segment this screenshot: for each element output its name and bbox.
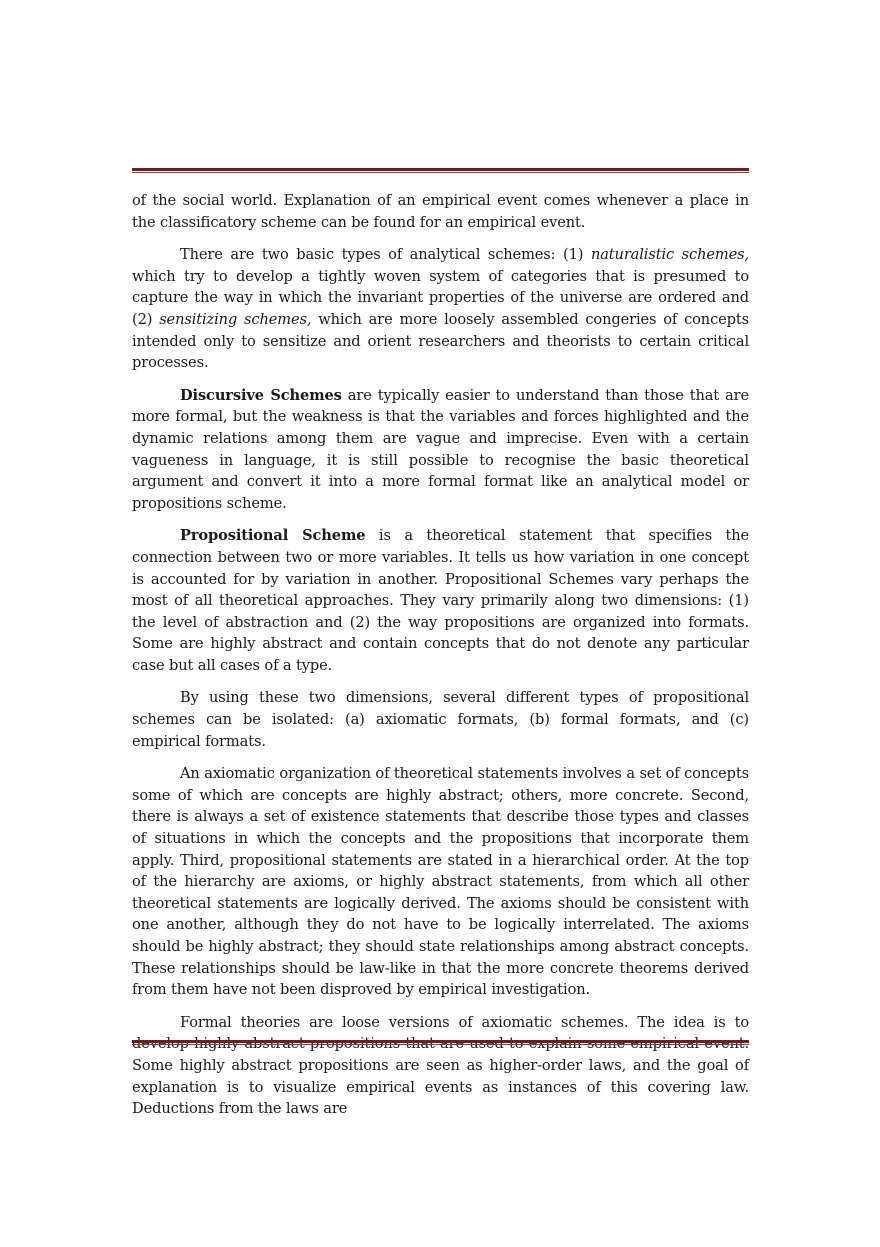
footer-rule [132,1040,749,1045]
paragraph [132,385,749,515]
term-discursive-schemes: Discursive Schemes [180,386,342,404]
paragraph-text: which try to develop a tightly woven system of categories that is presumed to capture the way in which the invariant properties of the universe are ordered and (2) [132,267,749,328]
paragraph-text: are typically easier to understand than those that are more formal, but the weakness is that the variables and forces highlighted and the dynamic relations among them are vague and imprecise. Even with a certain vagueness in language, it is still possible to recognise the basic theoretical argument and convert it into a more formal format like an analytical model or propositions scheme. [132,386,749,512]
paragraph [132,1012,749,1120]
term-sensitizing-schemes: sensitizing schemes, [159,310,312,328]
header-rule [132,168,749,173]
paragraph [132,190,749,233]
page-body [132,190,749,1131]
paragraph-text: There are two basic types of analytical schemes: (1) [180,246,591,264]
paragraph-text: By using these two dimensions, several different types of propositional schemes can be isolated: (a) axiomatic formats, (b) formal formats, and (c) empirical formats. [132,689,749,750]
paragraph-text: An axiomatic organization of theoretical statements involves a set of concepts some of which are concepts are highly abstract; others, more concrete. Second, there is always a set of existence statements that describe those types and classes of situations in which the concepts and the propositions that incorporate them apply. Third, propositional statements are stated in a hierarchical order. At the top of the hierarchy are axioms, or highly abstract statements, from which all other theoretical statements are logically derived. The axioms should be consistent with one another, although they do not have to be logically interrelated. The axioms should be highly abstract; they should state relationships among abstract concepts. These relationships should be law-like in that the more concrete theorems derived from them have not been disproved by empirical investigation. [132,765,749,999]
paragraph-text: of the social world. Explanation of an empirical event comes whenever a place in the classificatory scheme can be found for an empirical event. [132,192,749,231]
term-propositional-scheme: Propositional Scheme [180,527,366,545]
paragraph [132,763,749,1001]
paragraph-text: is a theoretical statement that specifies the connection between two or more variables. It tells us how variation in one concept is accounted for by variation in another. Propositional Schemes vary perhaps the most of all theoretical approaches. They vary primarily along two dimensions: (1) the level of abstraction and (2) the way propositions are organized into formats. Some are highly abstract and contain concepts that do not denote any particular case but all cases of a type. [132,527,749,674]
paragraph [132,687,749,752]
term-naturalistic-schemes: naturalistic schemes, [590,246,749,264]
paragraph-text: Formal theories are loose versions of axiomatic schemes. The idea is to Some highly abstract propositions are seen as higher-order laws, and the goal of explanation is to visualize empirical events as instances of this covering law. Deductions from the laws are [132,1013,749,1118]
paragraph [132,244,749,374]
paragraph [132,525,749,676]
paragraph-text: which are more loosely assembled congeries of concepts intended only to sensitize and orient researchers and theorists to certain critical processes. [132,310,749,372]
